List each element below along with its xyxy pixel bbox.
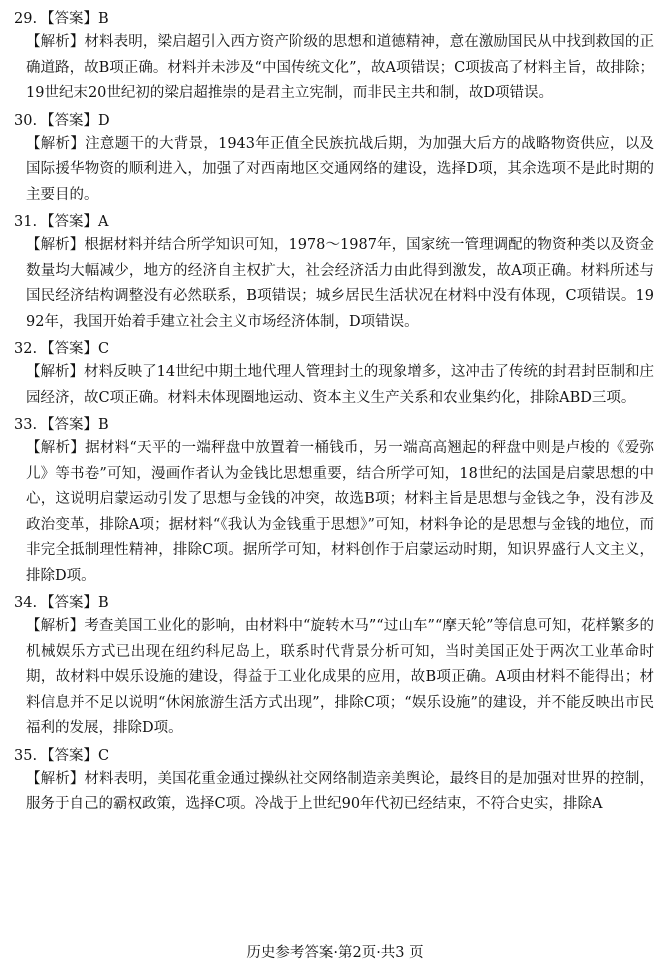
question-number: 35. (14, 747, 38, 764)
question-31 (14, 211, 656, 335)
analysis-text: 【解析】根据材料并结合所学知识可知，1978～1987年，国家统一管理调配的物资种类以及资金数量均大幅减少，地方的经济自主权扩大，社会经济活力由此得到激发，故A项正确。材料所述与国民经济结构调整没有必然联系，B项错误；城乡居民生活状况在材料中没有体现，C项错误。1992年，我国开始着手建立社会主义市场经济体制，D项错误。 (26, 237, 654, 330)
question-34 (14, 592, 656, 742)
answer-label: 【答案】B (40, 595, 109, 611)
question-32 (14, 338, 656, 411)
question-number: 30. (14, 112, 38, 129)
answer-label: 【答案】A (40, 214, 109, 230)
question-number: 31. (14, 214, 38, 230)
question-number: 32. (14, 341, 38, 357)
analysis-text: 【解析】材料表明，美国花重金通过操纵社交网络制造亲美舆论，最终目的是加强对世界的控制，服务于自己的霸权政策，选择C项。冷战于上世纪90年代初已经结束，不符合史实，排除A (26, 770, 654, 812)
analysis-text: 【解析】注意题干的大背景，1943年正值全民族抗战后期，为加强大后方的战略物资供应，以及国际援华物资的顺利进入，加强了对西南地区交通网络的建设，选择D项，其余选项不是此时期的主要目的。 (26, 135, 654, 203)
question-30 (14, 110, 656, 209)
question-29 (14, 8, 656, 107)
question-number: 34. (14, 595, 38, 611)
answer-label: 【答案】B (40, 11, 109, 27)
question-33 (14, 414, 656, 589)
answer-label: 【答案】D (40, 112, 110, 129)
analysis-text: 【解析】考查美国工业化的影响，由材料中“旋转木马”“过山车”“摩天轮”等信息可知，花样繁多的机械娱乐方式已出现在纽约科尼岛上，联系时代背景分析可知，当时美国正处于两次工业革命时期，故材料中娱乐设施的建设，得益于工业化成果的应用，故B项正确。A项由材料不能得出；材料信息并不足以说明“休闲旅游生活方式出现”，排除C项；“娱乐设施”的建设，并不能反映出市民福利的发展，排除D项。 (26, 618, 654, 736)
answer-label: 【答案】C (40, 341, 110, 357)
page-footer: 历史参考答案·第2页·共3 页 (246, 945, 424, 961)
question-number: 33. (14, 417, 38, 433)
question-35 (14, 745, 656, 818)
question-number: 29. (14, 11, 38, 27)
analysis-text: 【解析】据材料“天平的一端秤盘中放置着一桶钱币，另一端高高翘起的秤盘中则是卢梭的《爱弥儿》等书卷”可知，漫画作者认为金钱比思想重要，结合所学可知，18世纪的法国是启蒙思想的中心，这说明启蒙运动引发了思想与金钱的冲突，故选B项；材料主旨是思想与金钱之争，没有涉及政治变革，排除A项；据材料“《我认为金钱重于思想》”可知，材料争论的是思想与金钱的地位，而非完全抵制理性精神，排除C项。据所学可知，材料创作于启蒙运动时期，知识界盛行人文主义，排除D项。 (26, 440, 654, 584)
answer-label: 【答案】B (40, 417, 109, 433)
answer-label: 【答案】C (40, 747, 110, 764)
analysis-text: 【解析】材料表明，梁启超引入西方资产阶级的思想和道德精神，意在激励国民从中找到救国的正确道路，故B项正确。材料并未涉及“中国传统文化”，故A项错误；C项拔高了材料主旨，故排除；19世纪末20世纪初的梁启超推崇的是君主立宪制，而非民主共和制，故D项错误。 (26, 34, 654, 101)
analysis-text: 【解析】材料反映了14世纪中期土地代理人管理封土的现象增多，这冲击了传统的封君封臣制和庄园经济，故C项正确。材料未体现圈地运动、资本主义生产关系和农业集约化，排除ABD三项。 (26, 364, 654, 406)
